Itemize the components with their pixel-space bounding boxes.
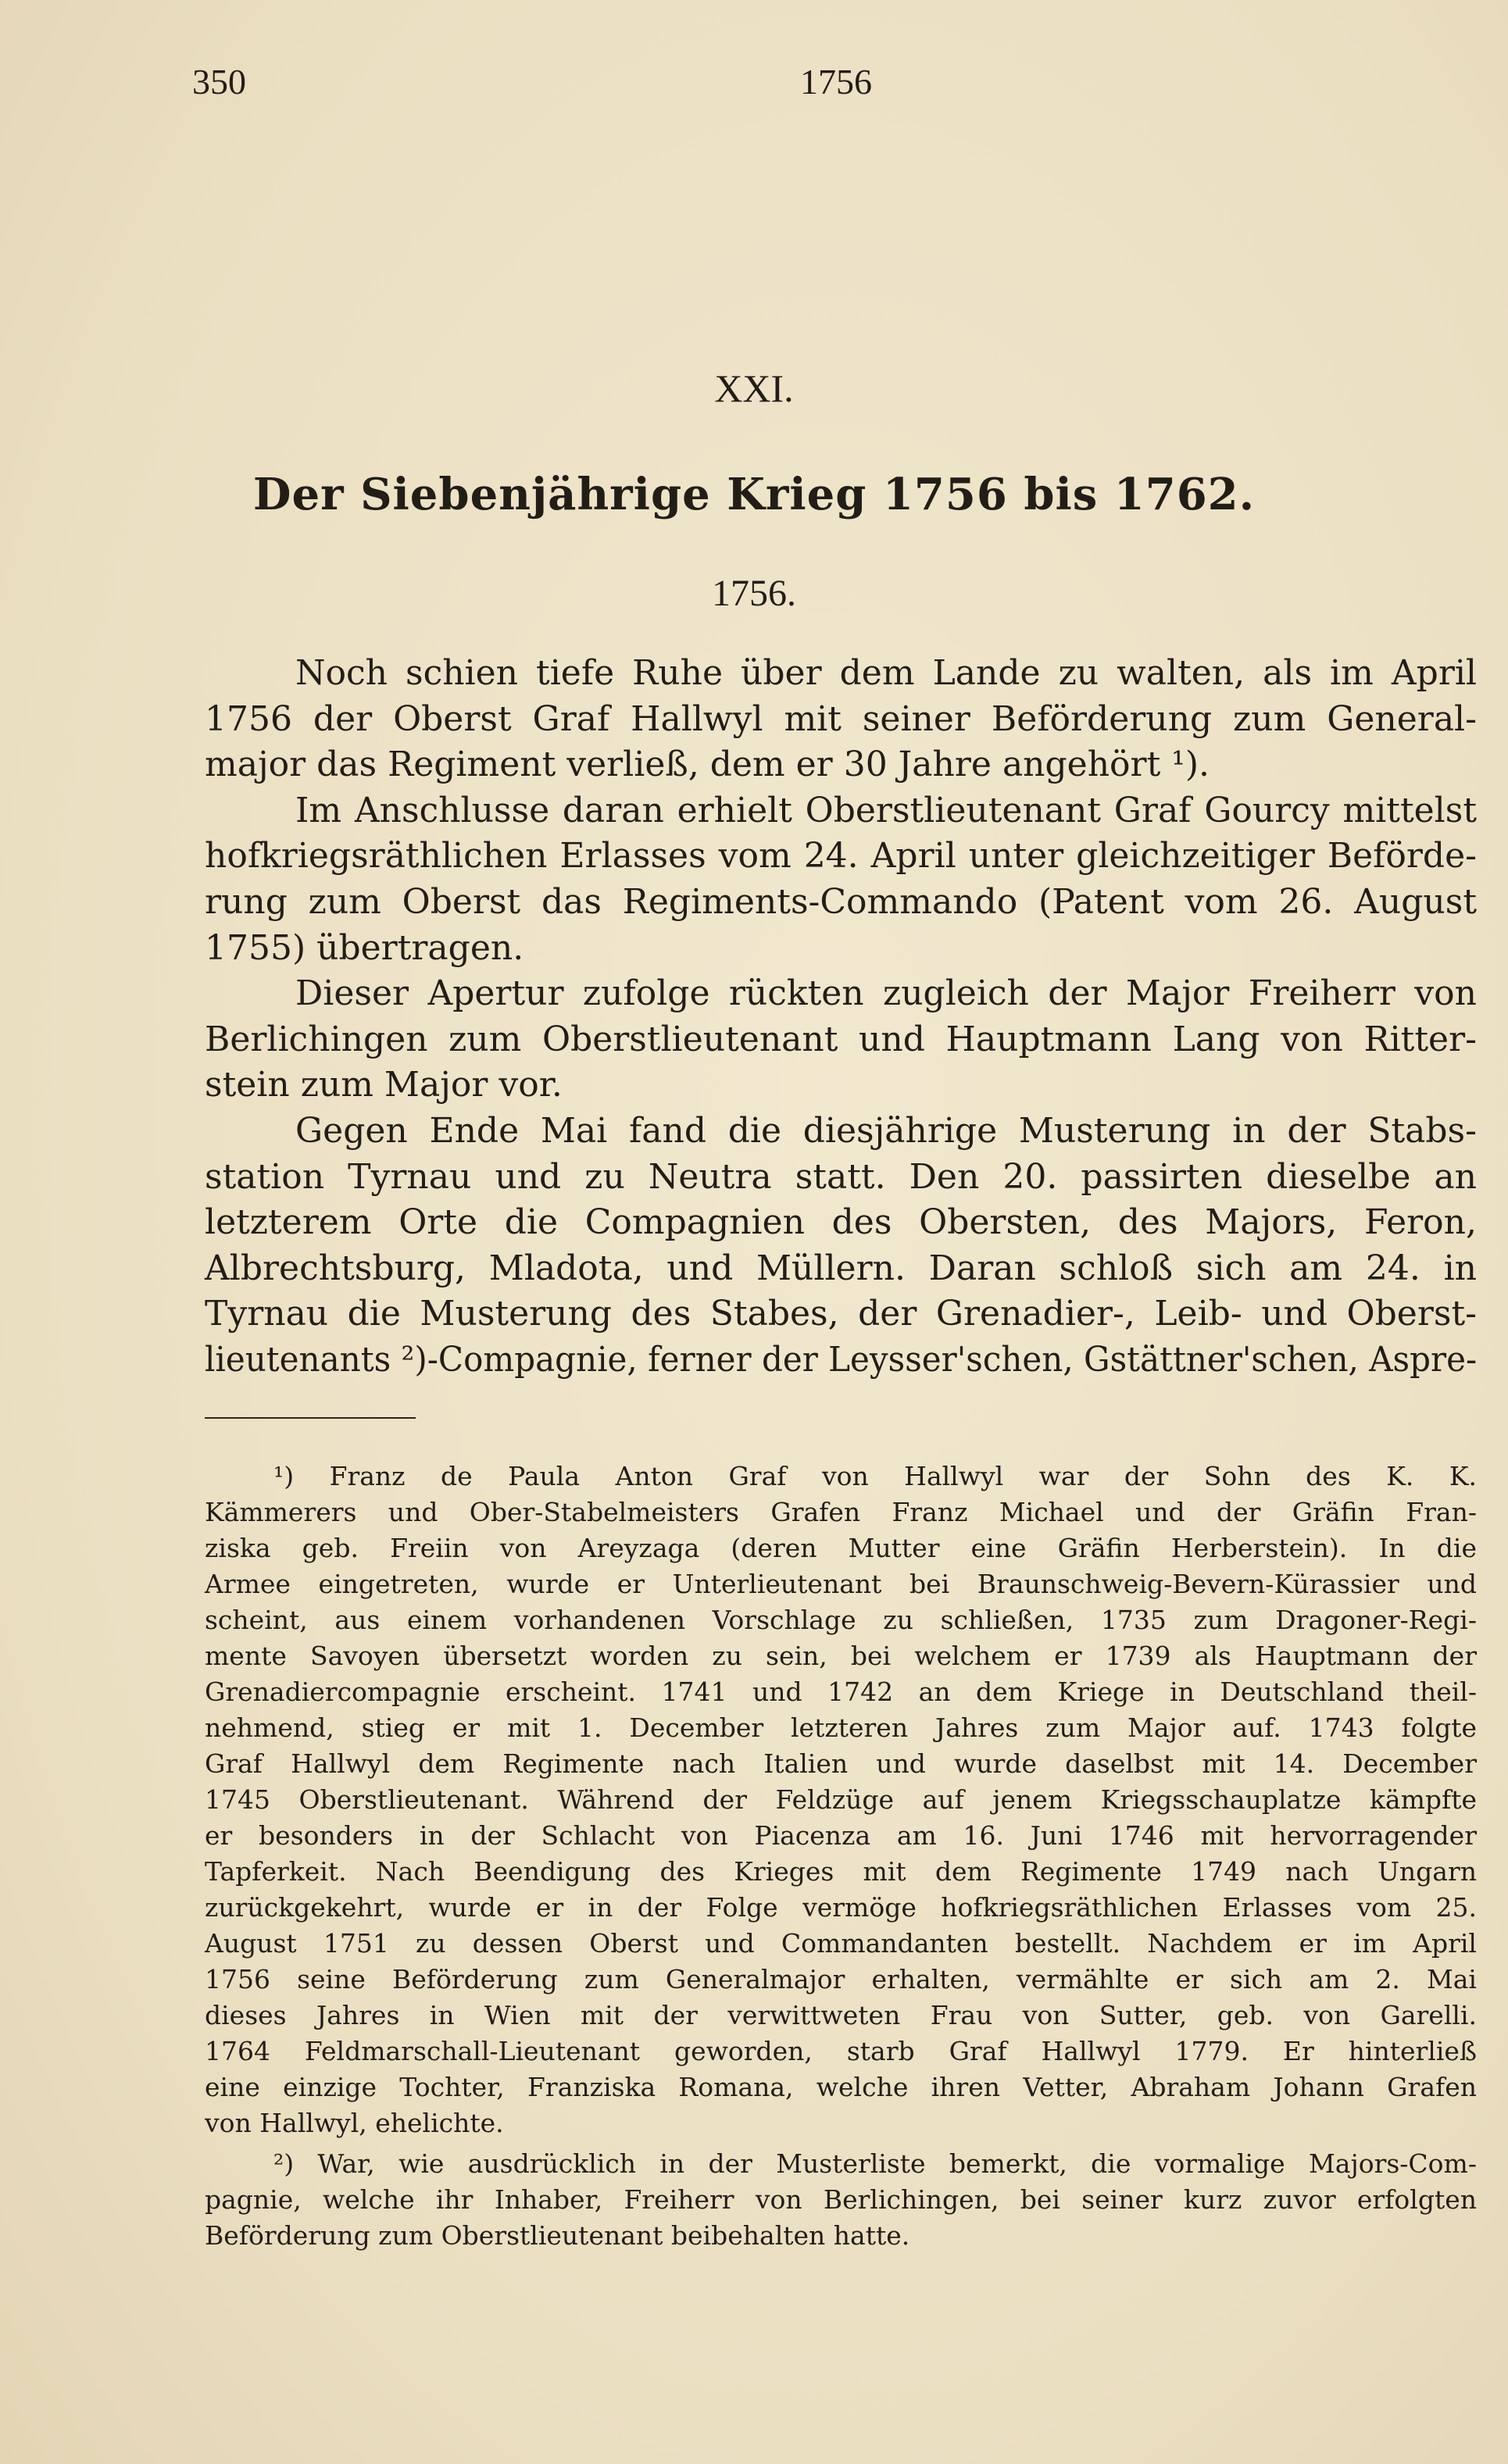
footnote-line: von Hallwyl, ehelichte. <box>205 2108 504 2138</box>
paragraph-line: Tyrnau die Musterung des Stabes, der Grenadier-, Leib- und Oberst- <box>205 1294 1477 1334</box>
footnote-line: Tapferkeit. Nach Beendigung des Krieges mit dem Regimente 1749 nach Ungarn <box>205 1856 1477 1887</box>
paragraph-line: Noch schien tiefe Ruhe über dem Lande zu walten, als im April <box>295 653 1477 693</box>
footnote-line: eine einzige Tochter, Franziska Romana, welche ihren Vetter, Abraham Johann Grafen <box>205 2072 1477 2102</box>
footnote-line: ziska geb. Freiin von Areyzaga (deren Mutter eine Gräfin Herberstein). In die <box>205 1533 1477 1563</box>
chapter-title: Der Siebenjährige Krieg 1756 bis 1762. <box>252 469 1256 520</box>
footnote-line: Graf Hallwyl dem Regimente nach Italien und wurde daselbst mit 14. December <box>205 1748 1477 1779</box>
footnote-line: mente Savoyen übersetzt worden zu sein, bei welchem er 1739 als Hauptmann der <box>205 1641 1477 1671</box>
paragraph-line: station Tyrnau und zu Neutra statt. Den 20. passirten dieselbe an <box>205 1156 1477 1197</box>
paragraph-line: stein zum Major vor. <box>205 1065 563 1105</box>
footnote-divider <box>205 1417 416 1419</box>
paragraph-line: rung zum Oberst das Regiments-Commando (Patent vom 26. August <box>205 882 1477 922</box>
page-number: 350 <box>192 62 246 102</box>
footnote-line: pagnie, welche ihr Inhaber, Freiherr von Berlichingen, bei seiner kurz zuvor erfolgten <box>205 2184 1477 2215</box>
footnote-line: er besonders in der Schlacht von Piacenza am 16. Juni 1746 mit hervorragender <box>205 1820 1477 1851</box>
running-title: 1756 <box>800 62 872 102</box>
footnote-line: 1764 Feldmarschall-Lieutenant geworden, starb Graf Hallwyl 1779. Er hinterließ <box>205 2036 1477 2066</box>
paragraph-line: Dieser Apertur zufolge rückten zugleich der Major Freiherr von <box>295 973 1477 1014</box>
paragraph-line: major das Regiment verließ, dem er 30 Jahre angehört ¹). <box>205 745 1210 785</box>
footnote-line: 1745 Oberstlieutenant. Während der Feldzüge auf jenem Kriegsschauplatze kämpfte <box>205 1784 1477 1815</box>
paragraph-line: Albrechtsburg, Mladota, und Müllern. Daran schloß sich am 24. in <box>205 1248 1477 1288</box>
paragraph-line: hofkriegsräthlichen Erlasses vom 24. April unter gleichzeitiger Beförde- <box>205 836 1477 877</box>
paragraph-line: 1756 der Oberst Graf Hallwyl mit seiner Beförderung zum General- <box>205 698 1477 739</box>
footnote-line: Grenadiercompagnie erscheint. 1741 und 1742 an dem Kriege in Deutschland theil- <box>205 1677 1477 1707</box>
paragraph-line: 1755) übertragen. <box>205 927 524 968</box>
paragraph-line: Berlichingen zum Oberstlieutenant und Hauptmann Lang von Ritter- <box>205 1019 1477 1059</box>
footnote-line: ¹) Franz de Paula Anton Graf von Hallwyl war der Sohn des K. K. <box>273 1461 1477 1491</box>
footnote-line: ²) War, wie ausdrücklich in der Musterliste bemerkt, die vormalige Majors-Com- <box>273 2148 1477 2179</box>
footnote-line: dieses Jahres in Wien mit der verwittweten Frau von Sutter, geb. von Garelli. <box>205 2000 1477 2030</box>
footnote-line: scheint, aus einem vorhandenen Vorschlage zu schließen, 1735 zum Dragoner-Regi- <box>205 1605 1477 1635</box>
footnote-line: zurückgekehrt, wurde er in der Folge vermöge hofkriegsräthlichen Erlasses vom 25. <box>205 1892 1477 1923</box>
footnote-line: Kämmerers und Ober-Stabelmeisters Grafen Franz Michael und der Gräfin Fran- <box>205 1497 1477 1527</box>
footnote-line: nehmend, stieg er mit 1. December letzteren Jahres zum Major auf. 1743 folgte <box>205 1712 1477 1743</box>
paragraph-line: lieutenants ²)-Compagnie, ferner der Leysser'schen, Gstättner'schen, Aspre- <box>205 1340 1478 1380</box>
paragraph-line: letzterem Orte die Compagnien des Obersten, des Majors, Feron, <box>205 1202 1477 1243</box>
footnote-line: Armee eingetreten, wurde er Unterlieutenant bei Braunschweig-Bevern-Kürassier und <box>205 1569 1477 1599</box>
footnote-line: August 1751 zu dessen Oberst und Commandanten bestellt. Nachdem er im April <box>205 1928 1477 1959</box>
footnote-line: Beförderung zum Oberstlieutenant beibehalten hatte. <box>205 2220 910 2251</box>
paragraph-line: Im Anschlusse daran erhielt Oberstlieutenant Graf Gourcy mittelst <box>295 790 1477 830</box>
paragraph-line: Gegen Ende Mai fand die diesjährige Musterung in der Stabs- <box>295 1111 1477 1151</box>
footnote-line: 1756 seine Beförderung zum Generalmajor erhalten, vermählte er sich am 2. Mai <box>205 1964 1477 1994</box>
year-heading: 1756. <box>712 573 796 614</box>
chapter-number: XXI. <box>714 366 794 410</box>
